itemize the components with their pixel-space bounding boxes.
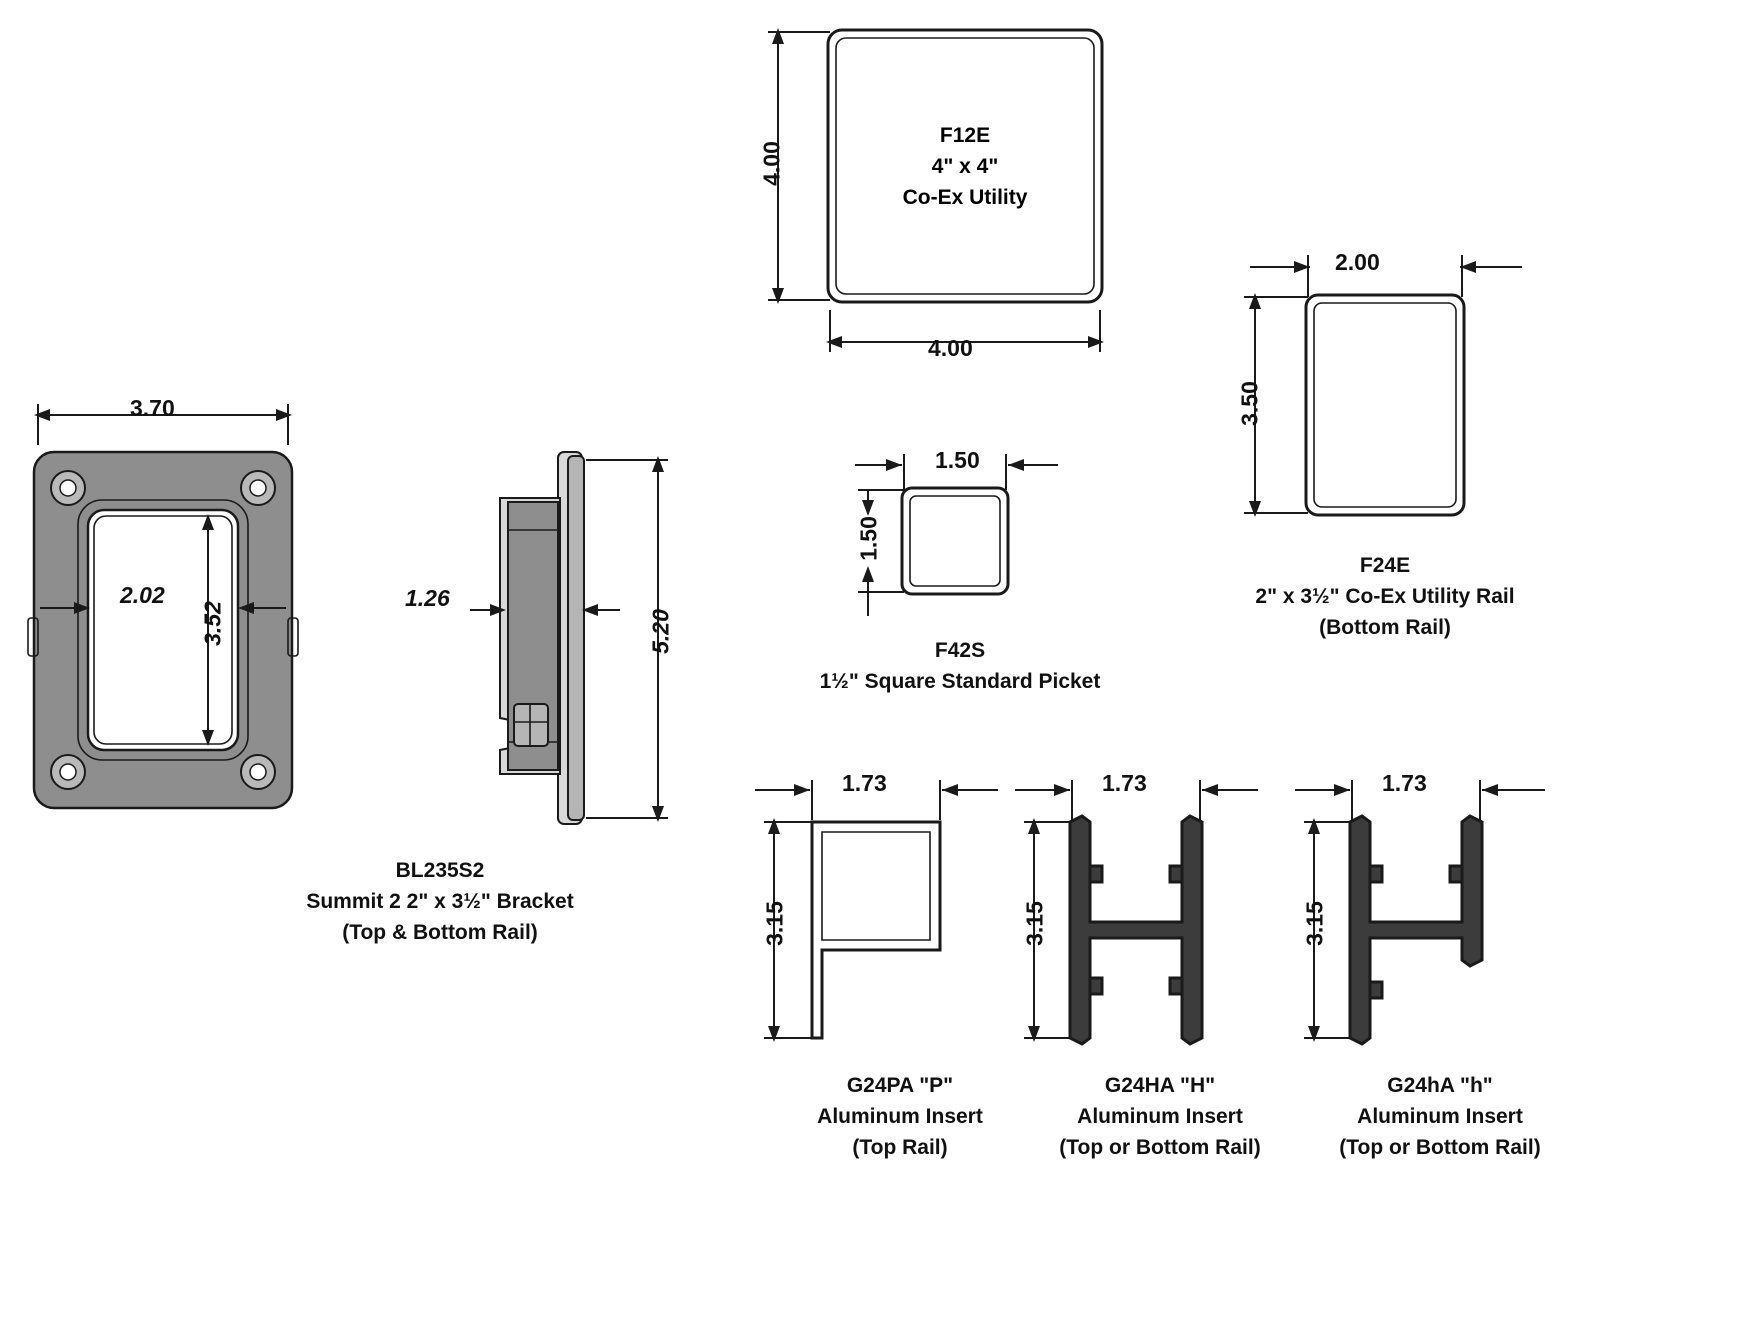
bracket-front-profile [20,390,350,840]
part-bracket-side [390,430,710,855]
bracket-inner-height-value: 3.52 [199,601,226,646]
f24e-width-value: 2.00 [1335,249,1380,275]
f42s-height-value: 1.50 [855,516,882,561]
f12e-label-line2: 4" x 4" [931,155,999,178]
part-f12e [760,10,1160,375]
g24ha-profile [1020,770,1300,1070]
part-f24e [1236,245,1590,639]
f24e-caption-line1: F24E [1359,554,1411,577]
g24pa-caption-line3: (Top Rail) [852,1136,948,1159]
g24ha-lower-profile [1300,770,1580,1070]
bracket-depth-value: 1.26 [405,585,450,611]
bracket-caption-line3: (Top & Bottom Rail) [342,921,538,944]
g24pa-caption-line1: G24PA "P" [846,1074,954,1097]
g24ha-caption-line2: Aluminum Insert [1077,1105,1243,1128]
bracket-caption-line1: BL235S2 [395,859,485,882]
f24e-width-dimension [1250,255,1522,297]
bracket-inner-width-value: 2.02 [120,582,165,608]
bracket-caption-line2: Summit 2 2" x 3½" Bracket [306,890,574,913]
g24ha-lower-width-value: 1.73 [1382,770,1427,796]
g24ha-lower-caption-line1: G24hA "h" [1387,1074,1493,1097]
g24ha-lower-height-value: 3.15 [1301,901,1328,946]
g24pa-profile [760,770,1040,1070]
g24ha-caption-line1: G24HA "H" [1104,1074,1216,1097]
g24ha-width-value: 1.73 [1102,770,1147,796]
part-g24ha [1020,770,1300,1159]
f24e-height-value: 3.50 [1236,381,1263,426]
f12e-label-line3: Co-Ex Utility [902,186,1028,209]
f42s-caption-line1: F42S [934,639,986,662]
f42s-caption-line2: 1½" Square Standard Picket [819,670,1101,693]
f42s-profile [860,440,1120,640]
part-f42s [819,440,1120,693]
g24pa-width-value: 1.73 [842,770,887,796]
f24e-caption-line2: 2" x 3½" Co-Ex Utility Rail [1255,585,1515,608]
part-g24pa [760,770,1040,1159]
f12e-label-line1: F12E [939,124,991,147]
g24ha-lower-caption-line3: (Top or Bottom Rail) [1339,1136,1541,1159]
f12e-height-value: 4.00 [758,141,785,186]
part-bracket-front [20,390,350,845]
g24ha-height-value: 3.15 [1021,901,1048,946]
part-g24ha-lower [1300,770,1580,1159]
f24e-caption-line3: (Bottom Rail) [1319,616,1451,639]
f42s-width-value: 1.50 [935,447,980,473]
g24ha-caption-line3: (Top or Bottom Rail) [1059,1136,1261,1159]
bracket-width-value: 3.70 [130,395,175,421]
bracket-height-value: 5.20 [647,609,674,654]
f12e-width-value: 4.00 [928,335,973,361]
g24pa-caption-line2: Aluminum Insert [817,1105,983,1128]
g24pa-height-value: 3.15 [761,901,788,946]
f24e-profile [1260,245,1590,565]
g24ha-lower-caption-line2: Aluminum Insert [1357,1105,1523,1128]
